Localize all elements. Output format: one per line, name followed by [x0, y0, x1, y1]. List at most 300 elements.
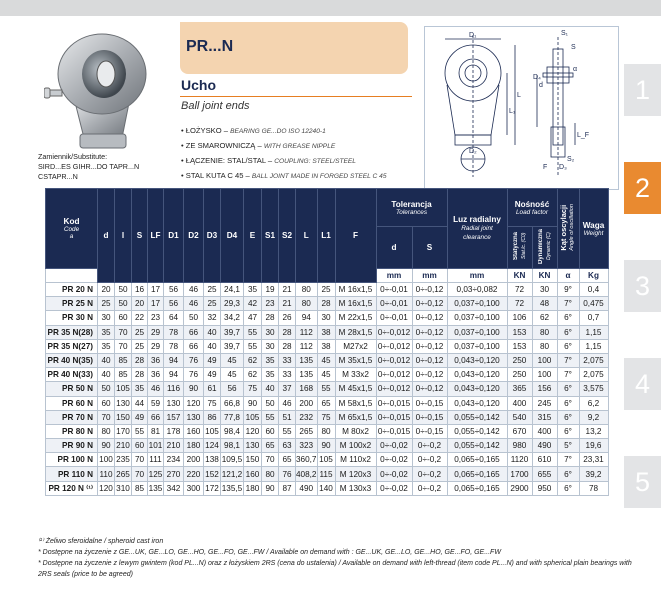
unit-tol-s: mm	[412, 269, 447, 283]
table-cell: 0÷-0,012	[376, 339, 412, 353]
subtitle-english: Ball joint ends	[181, 100, 250, 112]
table-cell: 80	[317, 424, 335, 438]
table-cell: 111	[148, 453, 164, 467]
table-cell: 138	[204, 453, 221, 467]
table-cell: 46	[184, 283, 204, 297]
table-cell: 7°	[557, 353, 579, 367]
table-cell: 30	[317, 311, 335, 325]
table-cell: 61	[204, 382, 221, 396]
table-cell: 0÷-0,015	[376, 410, 412, 424]
table-cell: 105	[204, 424, 221, 438]
table-cell: 50	[262, 396, 279, 410]
table-cell: 16	[132, 283, 148, 297]
table-cell: 0÷-0,12	[412, 297, 447, 311]
product-code-cell: PR 90 N	[46, 439, 98, 453]
table-cell: 540	[507, 410, 532, 424]
table-cell: M 16x1,5	[335, 297, 376, 311]
table-cell: 62	[532, 311, 557, 325]
table-cell: 0,4	[579, 283, 608, 297]
table-cell: 35	[98, 325, 115, 339]
table-cell: 49	[204, 353, 221, 367]
table-cell: 0,055÷0,142	[447, 424, 507, 438]
table-cell: 323	[296, 439, 318, 453]
table-cell: 2,075	[579, 368, 608, 382]
table-cell: 0,043÷0,120	[447, 368, 507, 382]
table-cell: 70	[132, 453, 148, 467]
col-code: Kod Code a	[46, 189, 98, 269]
table-cell: 0÷-0,015	[376, 396, 412, 410]
table-cell: 115	[317, 467, 335, 481]
table-cell: M 130x3	[335, 481, 376, 495]
table-cell: 35	[98, 339, 115, 353]
table-cell: 50	[115, 297, 132, 311]
table-cell: 101	[148, 439, 164, 453]
table-cell: 55	[132, 424, 148, 438]
table-cell: 0,037÷0,100	[447, 325, 507, 339]
table-cell: 70	[115, 325, 132, 339]
table-cell: 86	[204, 410, 221, 424]
table-cell: 90	[244, 396, 262, 410]
table-cell: 75	[317, 410, 335, 424]
table-cell: 85	[115, 353, 132, 367]
table-cell: 0,043÷0,120	[447, 396, 507, 410]
unit-weight: Kg	[579, 269, 608, 283]
footnote-1: ⁽¹⁾ Żeliwo sferoidalne / spheroid cast iron	[38, 538, 164, 545]
product-code-cell: PR 40 N(35)	[46, 353, 98, 367]
table-cell: 150	[115, 410, 132, 424]
table-cell: 13,2	[579, 424, 608, 438]
table-cell: 160	[184, 424, 204, 438]
table-cell: 9,2	[579, 410, 608, 424]
table-cell: 100	[98, 453, 115, 467]
table-cell: 0,065÷0,165	[447, 481, 507, 495]
table-cell: 80	[262, 467, 279, 481]
table-cell: 270	[164, 467, 184, 481]
table-cell: 23	[262, 297, 279, 311]
footnote-2: * Dostępne na życzenie z GE...UK, GE...LO, GE...HO, GE...FO, GE...FW / Available on demand with : GE...UK, GE...LO, GE...HO, GE...FO, GE...FW	[38, 549, 501, 556]
drawing-label-alpha: α	[573, 66, 578, 73]
table-cell: 50	[115, 283, 132, 297]
table-cell: 408,2	[296, 467, 318, 481]
table-cell: 40	[262, 382, 279, 396]
table-cell: 78	[164, 325, 184, 339]
table-cell: 70	[98, 410, 115, 424]
table-cell: 160	[244, 467, 262, 481]
table-cell: M 65x1,5	[335, 410, 376, 424]
table-cell: 50	[184, 311, 204, 325]
table-cell: 0÷-0,01	[376, 283, 412, 297]
col-l: l	[115, 189, 132, 283]
unit-tol-d: mm	[376, 269, 412, 283]
table-cell: M 45x1,5	[335, 382, 376, 396]
table-cell: 670	[507, 424, 532, 438]
table-cell: 0÷-0,02	[376, 453, 412, 467]
drawing-label-d4: D₄	[533, 74, 541, 81]
table-cell: 130	[244, 439, 262, 453]
table-cell: 62	[244, 368, 262, 382]
table-cell: 245	[532, 396, 557, 410]
product-code-cell: PR 35 N(28)	[46, 325, 98, 339]
unit-static: KN	[507, 269, 532, 283]
table-cell: 6°	[557, 339, 579, 353]
table-cell: 25	[132, 325, 148, 339]
drawing-label-l: L	[517, 92, 521, 99]
table-cell: 400	[532, 424, 557, 438]
table-cell: 2,075	[579, 353, 608, 367]
table-cell: 116	[164, 382, 184, 396]
table-cell: 1,15	[579, 339, 608, 353]
table-cell: 66	[184, 325, 204, 339]
table-cell: 56	[221, 382, 244, 396]
table-cell: 0,03÷0,082	[447, 283, 507, 297]
table-cell: 56	[164, 283, 184, 297]
table-cell: 55	[244, 339, 262, 353]
table-cell: 180	[244, 481, 262, 495]
table-cell: 0,037÷0,100	[447, 297, 507, 311]
table-cell: 125	[148, 467, 164, 481]
table-cell: 65	[317, 396, 335, 410]
table-cell: 33	[279, 353, 296, 367]
table-cell: 94	[164, 368, 184, 382]
table-cell: 50	[98, 382, 115, 396]
table-cell: 37	[279, 382, 296, 396]
table-cell: 0,7	[579, 311, 608, 325]
drawing-label-s1: S₁	[561, 30, 569, 37]
table-cell: M 100x2	[335, 439, 376, 453]
drawing-label-lf: L_F	[577, 132, 590, 139]
table-cell: 66,8	[221, 396, 244, 410]
table-cell: 30	[532, 283, 557, 297]
table-cell: 40	[204, 339, 221, 353]
table-cell: M 120x3	[335, 467, 376, 481]
table-cell: 39,7	[221, 325, 244, 339]
table-cell: 25	[204, 297, 221, 311]
table-cell: 25	[132, 339, 148, 353]
table-cell: 23,31	[579, 453, 608, 467]
table-cell: 5°	[557, 439, 579, 453]
table-cell: 265	[296, 424, 318, 438]
table-cell: 0,055÷0,142	[447, 410, 507, 424]
table-cell: 20	[132, 297, 148, 311]
table-cell: 490	[532, 439, 557, 453]
table-cell: 140	[317, 481, 335, 495]
table-row	[46, 311, 609, 325]
col-d2: D2	[184, 189, 204, 283]
table-cell: 44	[132, 396, 148, 410]
table-row	[46, 339, 609, 353]
table-cell: 6°	[557, 467, 579, 481]
table-cell: 0÷-0,012	[376, 325, 412, 339]
table-cell: 6°	[557, 481, 579, 495]
table-cell: 34,2	[221, 311, 244, 325]
table-cell: 135	[296, 353, 318, 367]
table-cell: M 22x1,5	[335, 311, 376, 325]
table-row	[46, 481, 609, 495]
technical-drawing	[424, 26, 619, 190]
col-static: Statyczna Stat.lc. (C0)	[507, 227, 532, 269]
table-cell: 0÷-0,12	[412, 339, 447, 353]
table-cell: M 28x1,5	[335, 325, 376, 339]
table-cell: 232	[296, 410, 318, 424]
table-cell: 45	[221, 353, 244, 367]
table-cell: 24,1	[221, 283, 244, 297]
drawing-label-s: S	[571, 44, 576, 51]
table-row	[46, 283, 609, 297]
section-tab-3[interactable]: 3	[624, 260, 661, 312]
table-cell: 1,15	[579, 325, 608, 339]
table-cell: 980	[507, 439, 532, 453]
table-cell: 20	[98, 283, 115, 297]
table-cell: 6°	[557, 424, 579, 438]
table-cell: 210	[115, 439, 132, 453]
spec-table	[45, 188, 609, 496]
table-cell: 21	[279, 297, 296, 311]
table-cell: 106	[507, 311, 532, 325]
table-cell: 0,065÷0,165	[447, 453, 507, 467]
table-cell: 0,043÷0,120	[447, 353, 507, 367]
table-cell: 2900	[507, 481, 532, 495]
table-cell: 30	[262, 325, 279, 339]
table-cell: 178	[164, 424, 184, 438]
table-row	[46, 424, 609, 438]
table-cell: 105	[317, 453, 335, 467]
table-cell: 235	[115, 453, 132, 467]
table-cell: M 58x1,5	[335, 396, 376, 410]
table-cell: 120	[244, 424, 262, 438]
table-cell: 17	[148, 297, 164, 311]
table-cell: 105	[244, 410, 262, 424]
table-cell: 0,055÷0,142	[447, 439, 507, 453]
table-cell: 19,6	[579, 439, 608, 453]
table-cell: 30	[262, 339, 279, 353]
table-cell: 152	[204, 467, 221, 481]
table-cell: 49	[204, 368, 221, 382]
table-cell: 29	[148, 339, 164, 353]
table-cell: 35	[262, 368, 279, 382]
table-cell: 33	[279, 368, 296, 382]
table-cell: 0,037÷0,100	[447, 339, 507, 353]
col-radial: Luz radialny Radial joint clearance	[447, 189, 507, 269]
table-cell: 109,5	[221, 453, 244, 467]
table-cell: 112	[296, 339, 318, 353]
col-lf: LF	[148, 189, 164, 283]
table-row	[46, 297, 609, 311]
table-cell: 55	[279, 424, 296, 438]
unit-dynamic: KN	[532, 269, 557, 283]
table-cell: 22	[132, 311, 148, 325]
table-cell: 0÷-0,12	[412, 368, 447, 382]
unit-radial: mm	[447, 269, 507, 283]
table-cell: 28	[317, 297, 335, 311]
table-row	[46, 396, 609, 410]
table-cell: 25	[204, 283, 221, 297]
table-cell: 0÷-0,12	[412, 283, 447, 297]
table-cell: 28	[262, 311, 279, 325]
table-cell: 49	[132, 410, 148, 424]
table-cell: 130	[164, 396, 184, 410]
section-tab-1[interactable]: 1	[624, 64, 661, 116]
table-cell: 0,043÷0,120	[447, 382, 507, 396]
table-cell: 90	[317, 439, 335, 453]
table-cell: 490	[296, 481, 318, 495]
product-code-cell: PR 20 N	[46, 283, 98, 297]
table-cell: 76	[279, 467, 296, 481]
table-cell: 400	[507, 396, 532, 410]
unit-code	[46, 269, 98, 283]
table-cell: 80	[532, 325, 557, 339]
col-oscillation: Kąt oscylacji Angle of oscillation	[557, 189, 579, 269]
table-cell: 153	[507, 339, 532, 353]
subtitle-polish: Ucho	[181, 77, 216, 93]
product-title: PR...N	[186, 38, 234, 55]
table-cell: 46	[184, 297, 204, 311]
table-cell: 0÷-0,12	[412, 353, 447, 367]
table-cell: 0÷-0,015	[376, 424, 412, 438]
table-cell: 39,7	[221, 339, 244, 353]
table-cell: 60	[262, 424, 279, 438]
table-cell: 0÷-0,012	[376, 353, 412, 367]
col-e: E	[244, 189, 262, 283]
table-cell: 250	[507, 368, 532, 382]
table-cell: 40	[98, 353, 115, 367]
table-cell: 19	[262, 283, 279, 297]
table-cell: 81	[148, 424, 164, 438]
table-cell: 124	[204, 439, 221, 453]
table-cell: 200	[184, 453, 204, 467]
table-cell: 76	[184, 353, 204, 367]
table-cell: 45	[221, 368, 244, 382]
table-cell: 17	[148, 283, 164, 297]
col-L: L	[296, 189, 318, 283]
section-tab-4[interactable]: 4	[624, 358, 661, 410]
drawing-label-d3: D₃	[559, 164, 567, 171]
product-code-cell: PR 110 N	[46, 467, 98, 481]
table-cell: 342	[164, 481, 184, 495]
product-code-cell: PR 25 N	[46, 297, 98, 311]
table-cell: 66	[148, 410, 164, 424]
table-cell: 0÷-0,15	[412, 410, 447, 424]
table-cell: 60	[132, 439, 148, 453]
table-cell: 28	[132, 368, 148, 382]
unit-osc: α	[557, 269, 579, 283]
table-cell: M 35x1,5	[335, 353, 376, 367]
table-cell: 0÷-0,02	[376, 439, 412, 453]
table-cell: M 110x2	[335, 453, 376, 467]
table-cell: 156	[532, 382, 557, 396]
table-cell: 80	[98, 424, 115, 438]
table-cell: 0÷-0,15	[412, 396, 447, 410]
table-cell: 234	[164, 453, 184, 467]
table-cell: 7°	[557, 297, 579, 311]
table-cell: 6°	[557, 325, 579, 339]
table-cell: 35	[262, 353, 279, 367]
table-cell: 0÷-0,01	[376, 311, 412, 325]
table-cell: 29,3	[221, 297, 244, 311]
drawing-label-d2: D₂	[469, 148, 477, 155]
table-row	[46, 325, 609, 339]
drawing-label-d1: D₁	[469, 32, 477, 39]
table-cell: 39,2	[579, 467, 608, 481]
table-cell: M 80x2	[335, 424, 376, 438]
feature-list	[181, 124, 387, 184]
table-cell: 105	[115, 382, 132, 396]
section-tab-2-active[interactable]: 2	[624, 162, 661, 214]
table-cell: 0÷-0,2	[412, 481, 447, 495]
col-d: d	[98, 189, 115, 283]
table-cell: 6°	[557, 396, 579, 410]
table-cell: 150	[244, 453, 262, 467]
table-cell: 98,4	[221, 424, 244, 438]
drawing-label-f: F	[543, 164, 548, 171]
table-cell: 168	[296, 382, 318, 396]
table-cell: 98,1	[221, 439, 244, 453]
table-cell: 76	[184, 368, 204, 382]
table-cell: 135	[148, 481, 164, 495]
table-cell: 60	[98, 396, 115, 410]
table-cell: 365	[507, 382, 532, 396]
product-code-cell: PR 35 N(27)	[46, 339, 98, 353]
table-row	[46, 410, 609, 424]
table-cell: 130	[115, 396, 132, 410]
table-cell: 0÷-0,2	[412, 439, 447, 453]
section-tab-5[interactable]: 5	[624, 456, 661, 508]
table-cell: 90	[98, 439, 115, 453]
product-title-box	[180, 22, 408, 74]
feature-item: • ŁĄCZENIE: STAL/STAL – COUPLING: STEEL/STEEL	[181, 156, 356, 165]
col-weight: Waga Weight	[579, 189, 608, 269]
col-f: F	[335, 189, 376, 283]
table-cell: 80	[296, 283, 318, 297]
product-code-cell: PR 30 N	[46, 311, 98, 325]
table-cell: 9°	[557, 283, 579, 297]
table-cell: 120	[98, 481, 115, 495]
table-cell: 6°	[557, 382, 579, 396]
table-row	[46, 382, 609, 396]
drawing-label-l1: L₁	[509, 108, 516, 115]
table-cell: 36	[148, 368, 164, 382]
top-band	[0, 0, 661, 16]
table-cell: 45	[317, 353, 335, 367]
table-cell: 100	[532, 368, 557, 382]
table-cell: 55	[317, 382, 335, 396]
col-tol-s: S	[412, 227, 447, 269]
table-cell: 23	[148, 311, 164, 325]
col-dynamic: Dynamiczna Dynamic (C)	[532, 227, 557, 269]
table-cell: 0,037÷0,100	[447, 311, 507, 325]
table-cell: 75	[244, 382, 262, 396]
table-cell: 220	[184, 467, 204, 481]
feature-item: • ZE SMAROWNICZĄ – WITH GREASE NIPPLE	[181, 141, 336, 150]
table-cell: 28	[132, 353, 148, 367]
product-code-cell: PR 100 N	[46, 453, 98, 467]
table-cell: M27x2	[335, 339, 376, 353]
product-code-cell: PR 50 N	[46, 382, 98, 396]
table-row	[46, 368, 609, 382]
table-cell: 0÷-0,02	[376, 467, 412, 481]
table-cell: 135,5	[221, 481, 244, 495]
col-d1: D1	[164, 189, 184, 283]
table-cell: 59	[148, 396, 164, 410]
table-cell: 48	[532, 297, 557, 311]
table-cell: 950	[532, 481, 557, 495]
col-s2: S2	[279, 189, 296, 283]
table-cell: 0,065÷0,165	[447, 467, 507, 481]
table-cell: 26	[279, 311, 296, 325]
table-row	[46, 467, 609, 481]
table-cell: 655	[532, 467, 557, 481]
table-cell: 70	[115, 339, 132, 353]
product-code-cell: PR 120 N ⁽¹⁾	[46, 481, 98, 495]
